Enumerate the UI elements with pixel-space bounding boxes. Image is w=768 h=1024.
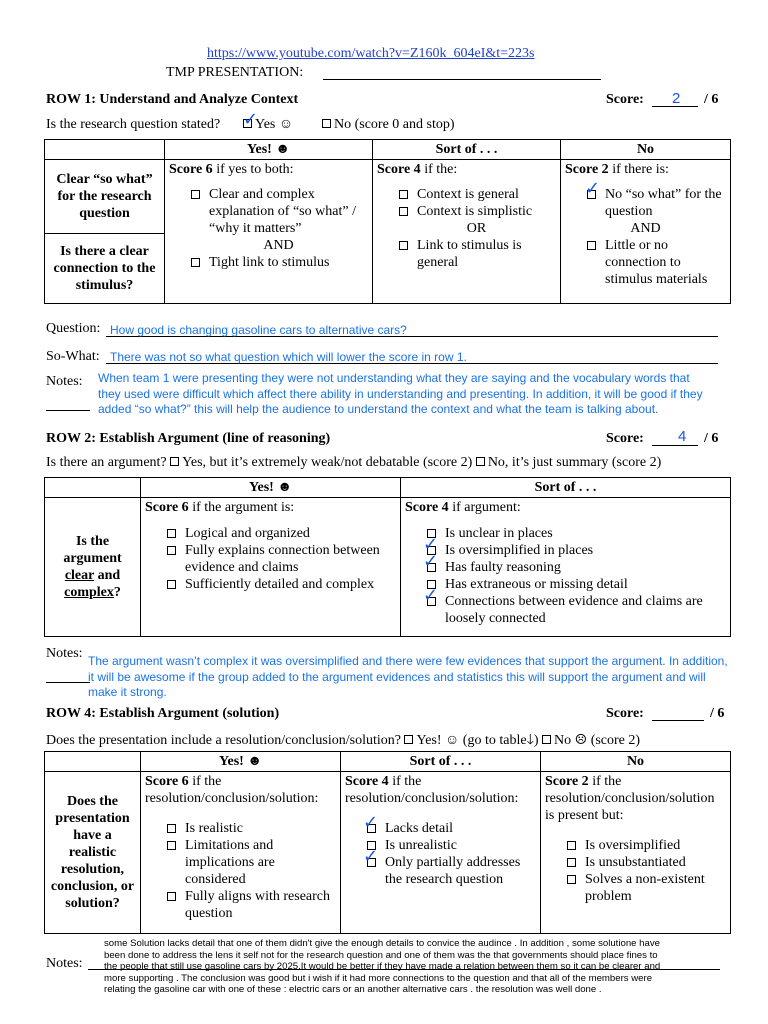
- score-bold: Score 6: [145, 774, 189, 789]
- checkbox[interactable]: [399, 190, 408, 199]
- presentation-label: TMP PRESENTATION:: [166, 65, 304, 80]
- row2-left: [45, 498, 141, 637]
- row4-table: [44, 751, 731, 934]
- check-mark-icon: ✓: [423, 585, 439, 606]
- question-text: Does the presentation include a resolution/conclusion/solution?: [46, 733, 401, 748]
- score-rest: if the resolution/conclusion/solution:: [345, 774, 519, 806]
- row2-yes-cell: [141, 498, 401, 637]
- row2-score-label: Score:: [606, 431, 644, 446]
- score-rest: if there is:: [608, 162, 669, 177]
- row4-header-yes: Yes! ☻: [141, 752, 341, 772]
- criteria-item: No “so what” for the question: [605, 187, 722, 219]
- check-mark-icon: ✓: [363, 812, 379, 833]
- row4-header-sortof: Sort of . . .: [341, 752, 541, 772]
- row4-score-label: Score:: [606, 706, 644, 721]
- clear-word: clear: [64, 568, 95, 583]
- row2-table: [44, 477, 731, 637]
- row1-header-no: No: [561, 140, 731, 160]
- checkbox[interactable]: [167, 546, 176, 555]
- row1-notes-label: Notes:: [46, 374, 83, 389]
- check-mark-icon: ✓: [585, 178, 601, 199]
- checkbox[interactable]: [167, 892, 176, 901]
- row2-notes-text: The argument wasn’t complex it was oversimplified and there were few evidences that support the argument. In addition, it will be awesome if the group added to the argument evidences and statistics this will support the argument and will make it strong.: [88, 654, 728, 699]
- criteria-item: Link to stimulus is general: [417, 238, 522, 270]
- row1-title: ROW 1: Understand and Analyze Context: [46, 92, 299, 107]
- row1-header-sortof: Sort of . . .: [373, 140, 561, 160]
- score-bold: Score 2: [565, 162, 609, 177]
- checkbox[interactable]: [542, 735, 551, 744]
- check-mark-icon: ✓: [243, 109, 259, 130]
- score-bold: Score 4: [377, 162, 421, 177]
- score-bold: Score 4: [405, 500, 449, 515]
- and-word: and: [94, 568, 121, 583]
- or-label: OR: [466, 221, 487, 236]
- checkbox[interactable]: [322, 119, 331, 128]
- row2-header-yes: Yes! ☻: [141, 478, 401, 498]
- criteria-item: Is oversimplified: [585, 838, 681, 853]
- row1-score-max: / 6: [704, 92, 719, 107]
- row1-left-bottom: Is there a clear connection to the stimulus?: [45, 234, 165, 304]
- and-label: AND: [263, 238, 294, 253]
- row1-no-option[interactable]: [322, 117, 455, 133]
- row4-yes-cell: [141, 772, 341, 934]
- checkbox[interactable]: [476, 457, 485, 466]
- criteria-item: Lacks detail: [385, 821, 454, 836]
- row1-question-label: Question:: [46, 321, 101, 336]
- checkbox[interactable]: [587, 241, 596, 250]
- yes-label: Yes! ☺ (go to table: [416, 733, 527, 748]
- row2-header-sortof: Sort of . . .: [401, 478, 731, 498]
- checkbox[interactable]: [399, 207, 408, 216]
- score-bold: Score 6: [169, 162, 213, 177]
- paren-close: ): [533, 733, 539, 748]
- criteria-item: Tight link to stimulus: [209, 255, 330, 270]
- criteria-item: Sufficiently detailed and complex: [185, 577, 375, 592]
- row1-score-value: 2: [672, 90, 681, 107]
- row4-left: Does the presentation have a realistic resolution, conclusion, or solution?: [45, 772, 141, 934]
- no-label: No ☹ (score 2): [554, 733, 641, 748]
- notes-line: [46, 682, 90, 683]
- score-rest: if the argument is:: [188, 500, 295, 515]
- no-label: No (score 0 and stop): [334, 117, 455, 132]
- criteria-item: Is oversimplified in places: [445, 543, 594, 558]
- checkbox[interactable]: [567, 841, 576, 850]
- complex-word: complex: [64, 585, 114, 600]
- checkbox[interactable]: [170, 457, 179, 466]
- row2-question: [46, 455, 661, 471]
- checkbox[interactable]: [167, 841, 176, 850]
- and-label: AND: [630, 221, 661, 236]
- checkbox[interactable]: [167, 529, 176, 538]
- checkbox[interactable]: [567, 875, 576, 884]
- row4-question: [46, 729, 640, 753]
- row1-no-cell: [561, 160, 731, 304]
- row2-sortof-cell: [401, 498, 731, 637]
- question-mark: ?: [113, 585, 121, 600]
- criteria-item: Solves a non-existent problem: [585, 872, 705, 904]
- score-rest: if the resolution/conclusion/solution:: [145, 774, 319, 806]
- criteria-item: Connections between evidence and claims are loosely connected: [445, 594, 703, 626]
- criteria-item: Only partially addresses the research question: [385, 855, 521, 887]
- row4-sortof-cell: [341, 772, 541, 934]
- score-bold: Score 6: [145, 500, 189, 515]
- criteria-item: Fully aligns with research question: [185, 889, 331, 921]
- score-rest: if yes to both:: [212, 162, 294, 177]
- criteria-item: Is realistic: [185, 821, 243, 836]
- row1-notes-text: When team 1 were presenting they were not understanding what they are saying and the vocabulary words that they used were difficult which affect there ability in understanding and presenting. In addition, it will be good if they added “so what?” this will help the audience to understand the context and what the team is talking about.: [98, 371, 703, 416]
- row2-notes-label: Notes:: [46, 646, 83, 661]
- row4-header-no: No: [541, 752, 731, 772]
- criteria-item: Has faulty reasoning: [445, 560, 561, 575]
- check-mark-icon: ✓: [363, 846, 379, 867]
- notes-line: [46, 410, 90, 411]
- criteria-item: Logical and organized: [185, 526, 310, 541]
- down-arrow-icon: 🡓: [526, 733, 534, 748]
- checkbox[interactable]: [399, 241, 408, 250]
- row1-header-yes: Yes! ☻: [165, 140, 373, 160]
- row4-title: ROW 4: Establish Argument (solution): [46, 706, 280, 721]
- option-weak: Yes, but it’s extremely weak/not debatable (score 2): [182, 455, 473, 470]
- score-rest: if the resolution/conclusion/solution is present but:: [545, 774, 715, 823]
- criteria-item: Little or no connection to stimulus materials: [605, 238, 708, 287]
- check-mark-icon: ✓: [423, 551, 439, 572]
- checkbox[interactable]: [191, 190, 200, 199]
- criteria-item: Has extraneous or missing detail: [445, 577, 628, 592]
- criteria-item: Limitations and implications are considered: [185, 838, 275, 887]
- row4-notes-text: some Solution lacks detail that one of them didn't give the enough details to convice the audince . In addition , some solutione have been done to address the lens it self not for the research question and one of them was the that governments should place fines to the people that still use gasoline cars by 2025.It would be better if they have made a relation between them so it can be clearer and more supporting . The conclusion was good but i wish if it had more connections to the question and that all of the members were relating the gasoline car with one of these : electric cars or an another alternative cars . the resolution was well done .: [104, 938, 661, 995]
- row1-question: Is the research question stated?: [46, 117, 221, 132]
- left-text: Is the argument: [63, 534, 122, 566]
- check-mark-icon: ✓: [423, 534, 439, 555]
- row1-yes-option[interactable]: [243, 109, 294, 133]
- checkbox[interactable]: [167, 580, 176, 589]
- row1-left-top: Clear “so what” for the research question: [45, 160, 165, 234]
- checkbox[interactable]: [567, 858, 576, 867]
- row1-score-label: Score:: [606, 92, 644, 107]
- criteria-item: Context is simplistic: [417, 204, 533, 219]
- score-rest: if the:: [420, 162, 458, 177]
- row2-score-max: / 6: [704, 431, 719, 446]
- row4-score-max: / 6: [710, 706, 725, 721]
- row1-sortof-cell: [373, 160, 561, 304]
- yes-label: Yes ☺: [255, 117, 294, 132]
- checkbox[interactable]: [404, 735, 413, 744]
- row4-no-cell: [541, 772, 731, 934]
- criteria-item: Clear and complex explanation of “so what” / “why it matters”: [209, 187, 356, 236]
- row1-sowhat-label: So-What:: [46, 349, 100, 364]
- row1-sowhat-answer: There was not so what question which will lower the score in row 1.: [110, 350, 467, 364]
- row2-score-line: [652, 445, 698, 446]
- row4-score-line: [652, 720, 704, 721]
- option-summary: No, it’s just summary (score 2): [487, 455, 662, 470]
- presentation-line: [323, 79, 601, 80]
- score-bold: Score 2: [545, 774, 589, 789]
- score-rest: if argument:: [448, 500, 521, 515]
- criteria-item: Fully explains connection between evidence and claims: [185, 543, 380, 575]
- row2-score-value: 4: [678, 428, 687, 445]
- criteria-item: Is unsubstantiated: [585, 855, 686, 870]
- criteria-item: Is unclear in places: [445, 526, 553, 541]
- row1-question-answer: How good is changing gasoline cars to alternative cars?: [110, 323, 407, 337]
- criteria-item: Is unrealistic: [385, 838, 457, 853]
- video-link[interactable]: https://www.youtube.com/watch?v=Z160k_604eI&t=223s: [207, 46, 535, 61]
- criteria-item: Context is general: [417, 187, 519, 202]
- row4-notes-label: Notes:: [46, 956, 83, 971]
- checkbox[interactable]: [191, 258, 200, 267]
- score-bold: Score 4: [345, 774, 389, 789]
- row1-table: [44, 139, 731, 304]
- question-text: Is there an argument?: [46, 455, 167, 470]
- row1-yes-cell: [165, 160, 373, 304]
- row2-title: ROW 2: Establish Argument (line of reasoning): [46, 431, 331, 446]
- checkbox[interactable]: [167, 824, 176, 833]
